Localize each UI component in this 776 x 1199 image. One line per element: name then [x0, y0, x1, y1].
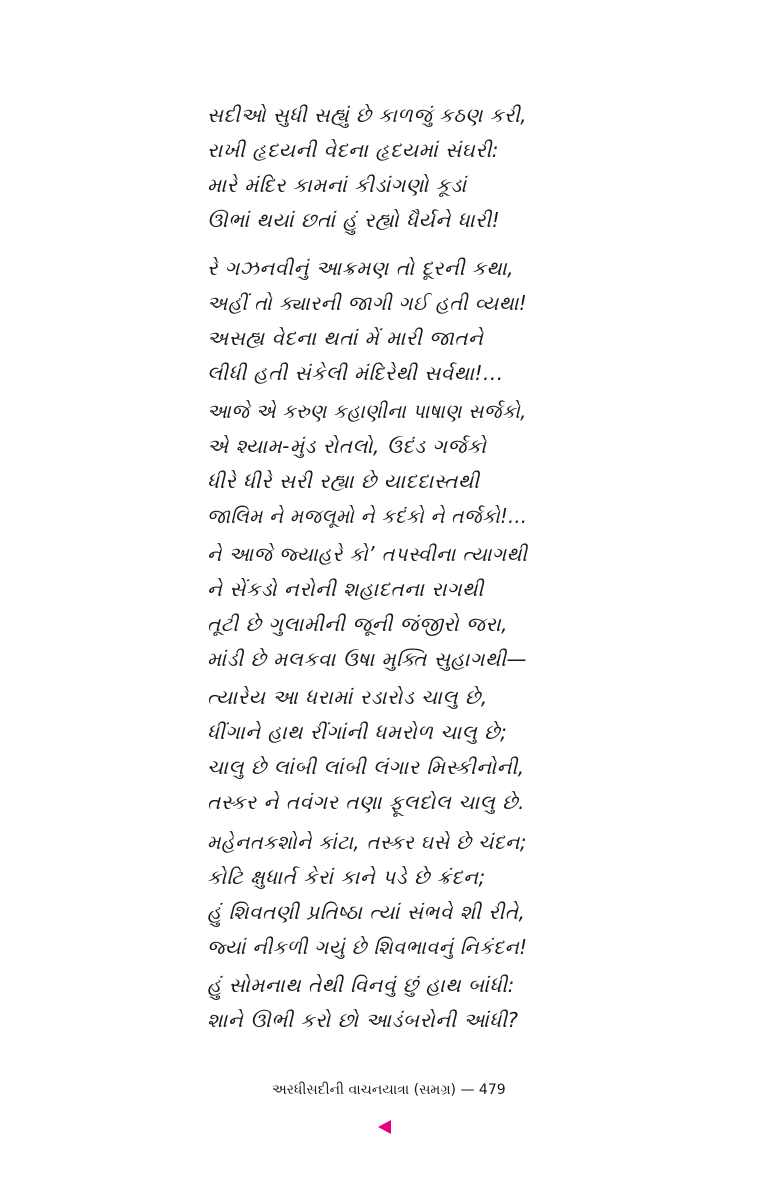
footer-text [272, 1078, 506, 1102]
book-title: અરધીસદીની વાચનયાત્રા (સમગ્ર) [272, 1082, 457, 1098]
poem-line: રાખી હૃદયની વેદના હૃદયમાં સંઘરી: [207, 138, 500, 162]
poem-line: સદીઓ સુધી સહ્યું છે કાળજું કઠણ કરી, [207, 103, 528, 127]
poem-line: એ શ્યામ-મુંડ રોતલો, ઉદંડ ગર્જકો [207, 434, 487, 458]
poem-line: જ્યાં નીકળી ગયું છે શિવભાવનું નિકંદન! [207, 935, 528, 959]
poem-line: મારે મંદિર કામનાં કીડાંગણો કૂડાં [207, 173, 467, 197]
poem-line: લીધી હતી સંકેલી મંદિરેથી સર્વથા!... [207, 361, 504, 385]
poem-line: ઊભાં થયાં છતાં હું રહ્યો ધૈર્યને ધારી! [207, 208, 501, 232]
poem-line: હું સોમનાથ તેથી વિનવું છું હાથ બાંધી: [207, 973, 515, 997]
poem-line: ચાલુ છે લાંબી લાંબી લંગાર મિસ્કીનોની, [207, 755, 525, 779]
poem-line: માંડી છે મલકવા ઉષા મુક્તિ સુહાગથી— [207, 647, 527, 671]
poem-line: ને આજે જ્યાહરે કો’ તપસ્વીના ત્યાગથી [207, 542, 528, 566]
poem-line: મહેનતકશોને કાંટા, તસ્કર ઘસે છે ચંદન; [207, 830, 527, 854]
poem-line: તસ્કર ને તવંગર તણા ફૂલદોલ ચાલુ છે. [207, 790, 525, 814]
triangle-left-icon[interactable] [378, 1120, 391, 1134]
poem-line: ધીંગાને હાથ રીંગાંની ધમરોળ ચાલુ છે; [207, 720, 508, 744]
poem-line: તૂટી છે ગુલામીની જૂની જંજીરો જરા, [207, 612, 508, 636]
poem-line: ધીરે ધીરે સરી રહ્યા છે યાદદાસ્તથી [207, 469, 480, 493]
poem-line: જાલિમ ને મજલૂમો ને કદંકો ને તર્જકો!... [207, 504, 528, 528]
poem-line: રે ગઝનવીનું આક્રમણ તો દૂરની કથા, [207, 256, 515, 280]
poem-line: અહીં તો ક્યારની જાગી ગઈ હતી વ્યથા! [207, 291, 528, 315]
poem-line: અસહ્ય વેદના થતાં મેં મારી જાતને [207, 326, 484, 350]
poem-line: ત્યારેય આ ધરામાં રડારોડ ચાલુ છે, [207, 685, 488, 709]
poem-line: ને સેંકડો નરોની શહાદતના રાગથી [207, 577, 484, 601]
page-number: 479 [478, 1082, 506, 1098]
poem-line: હું શિવતણી પ્રતિષ્ઠા ત્યાં સંભવે શી રીતે, [207, 900, 526, 924]
poem-line: આજે એ કરુણ કહાણીના પાષાણ સર્જકો, [207, 399, 527, 423]
page-footer [0, 1078, 776, 1102]
poem-line: કોટિ ક્ષુધાર્ત કેરાં કાને પડે છે ક્રંદન; [207, 865, 486, 889]
poem-line: શાને ઊભી કરો છો આડંબરોની આંધી? [207, 1008, 519, 1032]
footer-separator: — [460, 1082, 475, 1098]
